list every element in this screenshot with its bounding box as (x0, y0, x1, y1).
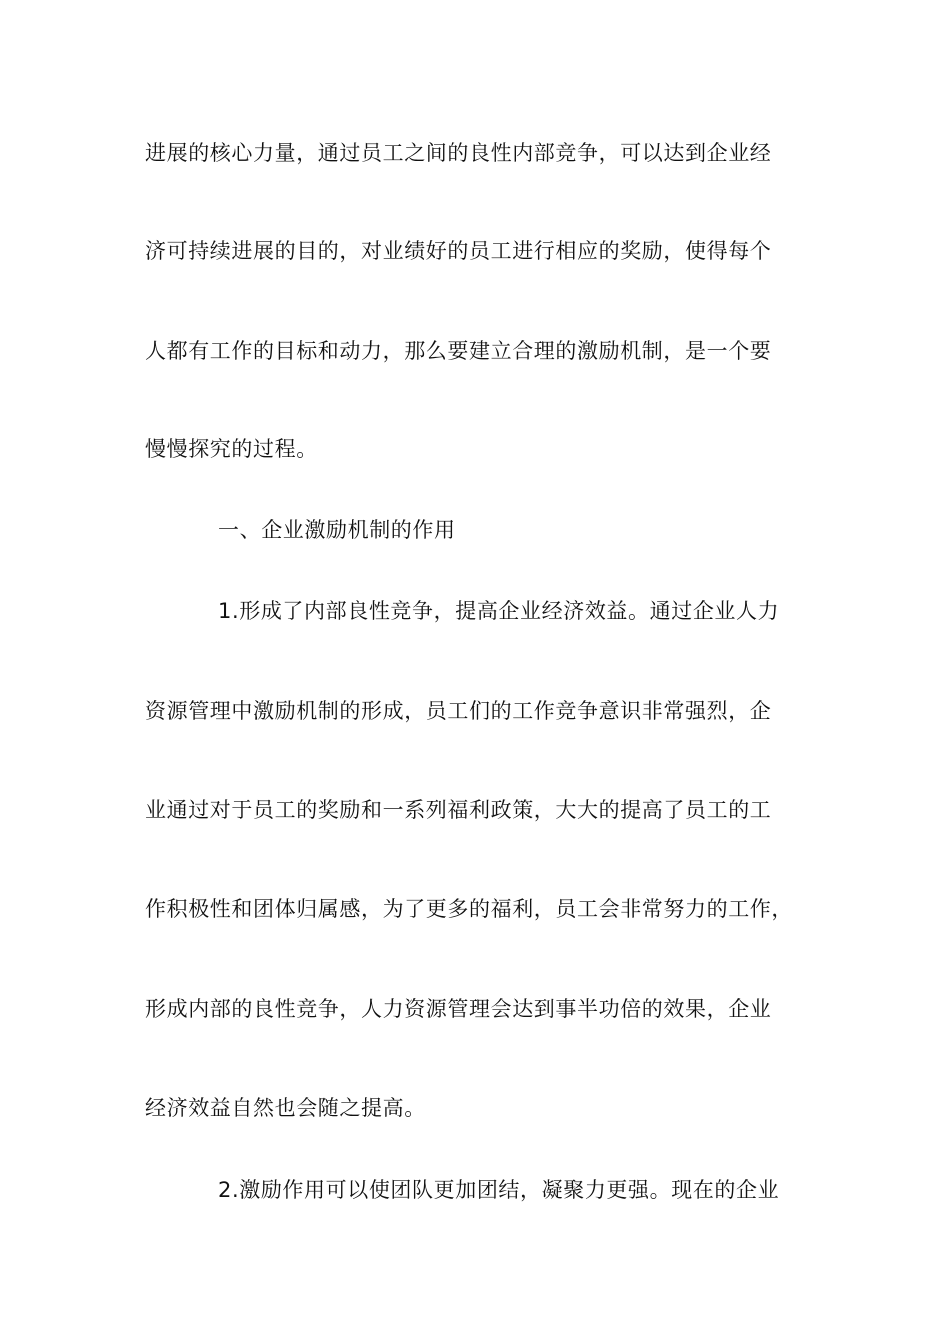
paragraph-line: 进展的核心力量，通过员工之间的良性内部竞争，可以达到企业经 (145, 141, 772, 165)
paragraph-line: 资源管理中激励机制的形成，员工们的工作竞争意识非常强烈，企 (145, 699, 772, 723)
paragraph-line: 济可持续进展的目的，对业绩好的员工进行相应的奖励，使得每个 (145, 239, 772, 263)
paragraph-line: 经济效益自然也会随之提高。 (145, 1096, 426, 1120)
paragraph-line: 慢慢探究的过程。 (145, 437, 318, 461)
paragraph-line: 人都有工作的目标和动力，那么要建立合理的激励机制，是一个要 (145, 339, 772, 363)
paragraph-line: 2.激励作用可以使团队更加团结，凝聚力更强。现在的企业 (218, 1178, 780, 1202)
section-heading: 一、企业激励机制的作用 (218, 518, 456, 542)
paragraph-line: 作积极性和团体归属感，为了更多的福利，员工会非常努力的工作， (145, 897, 793, 921)
paragraph-line: 1.形成了内部良性竞争，提高企业经济效益。通过企业人力 (218, 599, 780, 623)
paragraph-line: 业通过对于员工的奖励和一系列福利政策，大大的提高了员工的工 (145, 798, 772, 822)
paragraph-line: 形成内部的良性竞争，人力资源管理会达到事半功倍的效果，企业 (145, 997, 772, 1021)
